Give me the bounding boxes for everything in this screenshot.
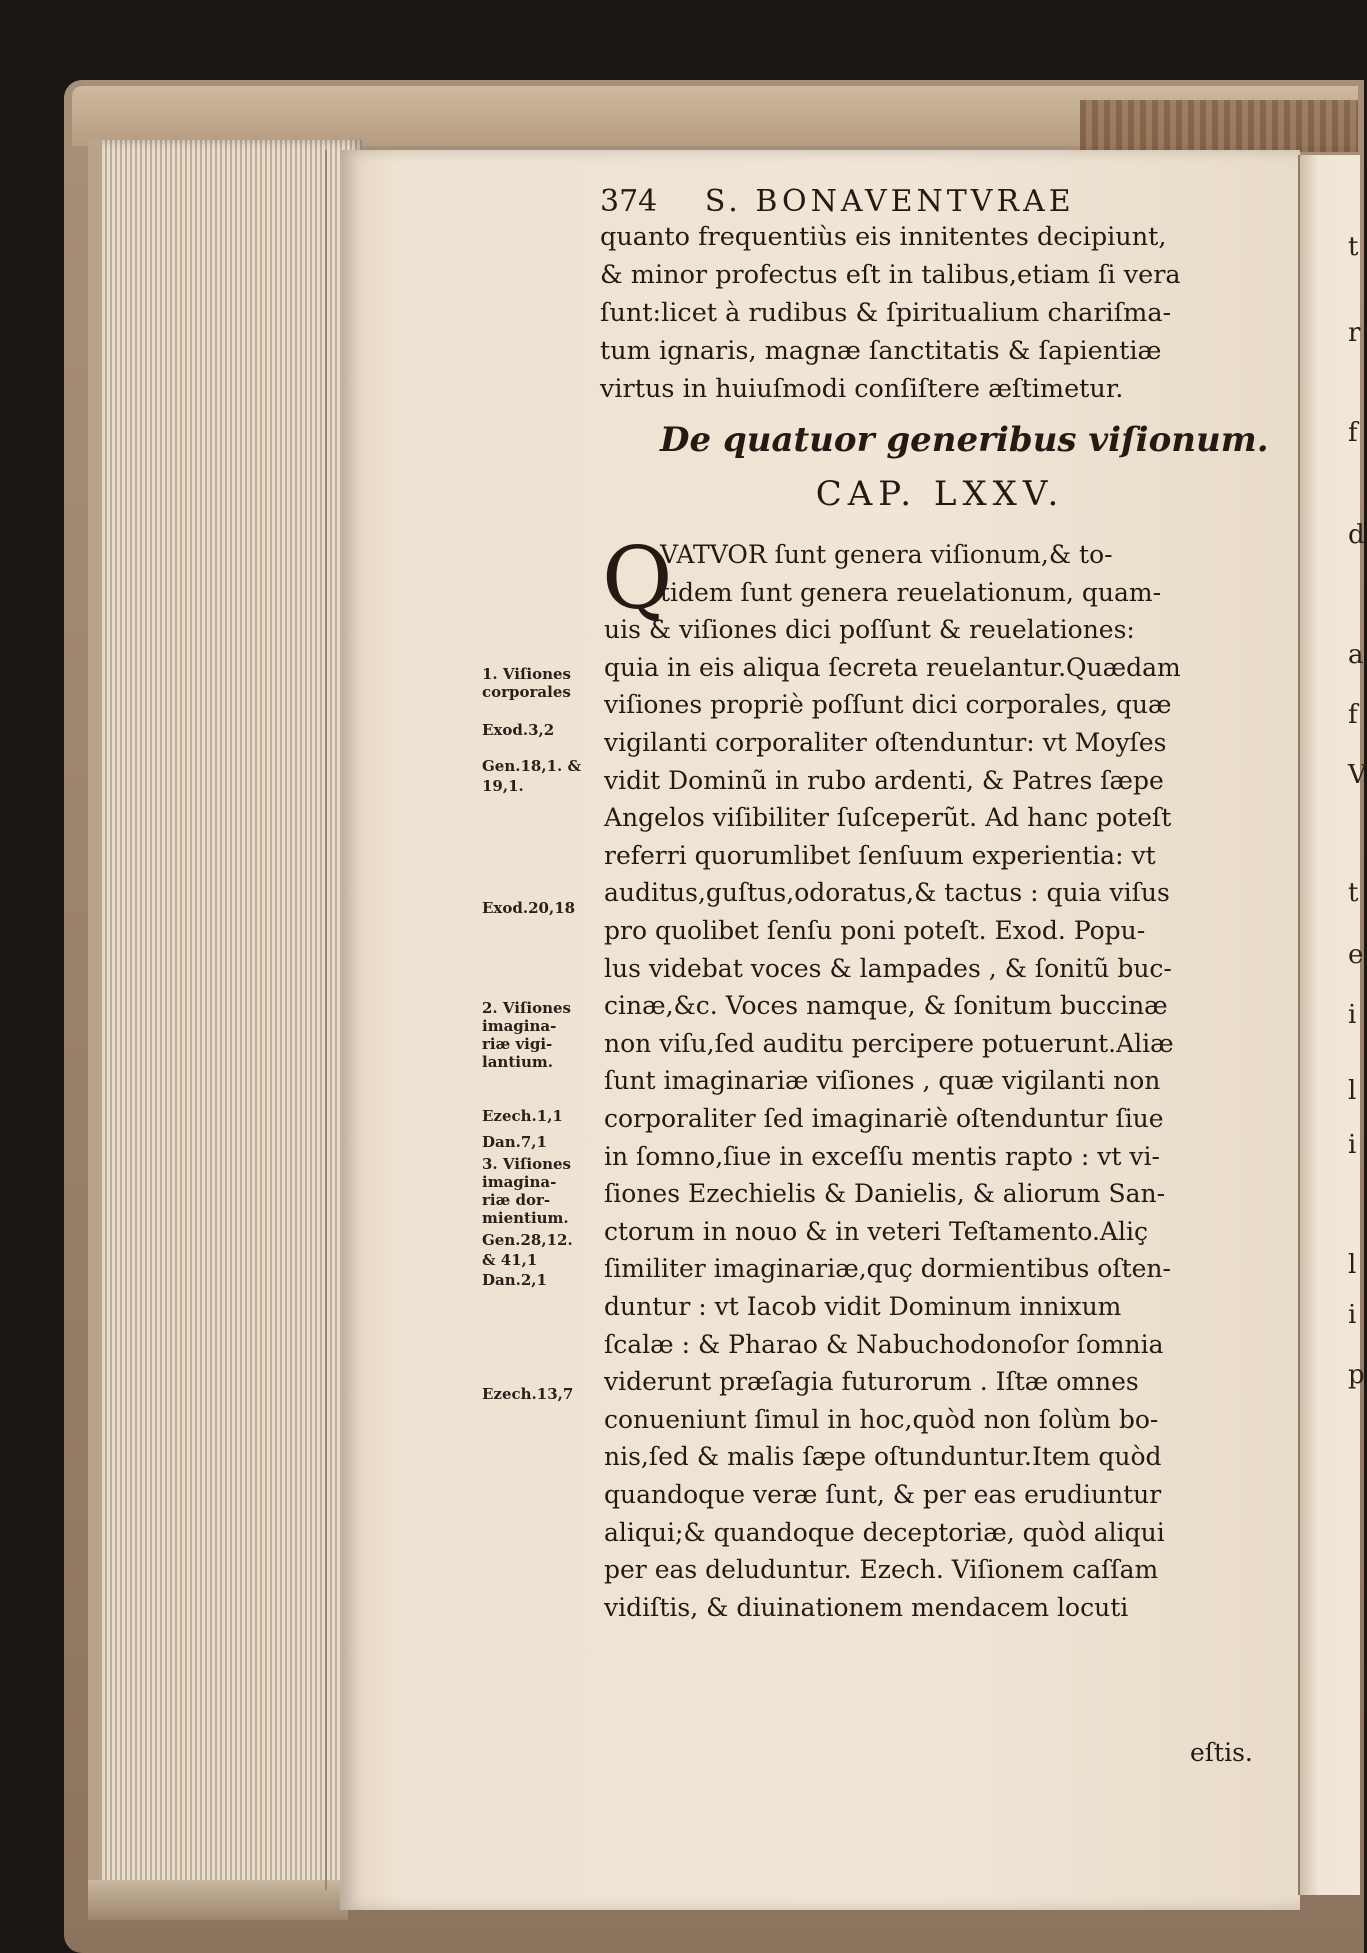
next-page-letter: i <box>1348 1300 1357 1330</box>
margin-note: 1. Viſiones <box>482 665 572 683</box>
margin-note: Ezech.1,1 <box>482 1107 563 1125</box>
catchword: eſtis. <box>1190 1738 1253 1767</box>
drop-cap: Q <box>602 529 673 629</box>
margin-note: Dan.7,1 <box>482 1133 547 1151</box>
next-page-letter: e <box>1348 940 1364 970</box>
running-title: S. BONAVENTVRAE <box>704 184 1075 219</box>
body-line: aliqui;& quandoque deceptoriæ, quòd aliqui <box>604 1517 1165 1547</box>
intro-line: tum ignaris, magnæ ſanctitatis & ſapientiæ <box>600 336 1162 366</box>
next-page-letter: d <box>1348 520 1365 550</box>
margin-note: 19,1. <box>482 777 524 795</box>
intro-line: virtus in huiuſmodi conſiſtere æſtimetur. <box>600 374 1124 404</box>
body-line: ſunt imaginariæ viſiones , quæ vigilanti non <box>604 1066 1161 1096</box>
margin-note: corporales <box>482 683 571 701</box>
margin-note: Gen.18,1. & <box>482 757 582 775</box>
margin-note: Exod.20,18 <box>482 899 576 917</box>
page-number: 374 <box>600 184 658 219</box>
body-line: ſiones Ezechielis & Danielis, & aliorum San- <box>604 1179 1166 1209</box>
next-page-letter: i <box>1348 1130 1357 1160</box>
margin-note: imagina- <box>482 1173 557 1191</box>
body-line: quandoque veræ ſunt, & per eas erudiuntur <box>604 1480 1162 1509</box>
body-line: non viſu,ſed auditu percipere potuerunt.Aliæ <box>604 1028 1174 1058</box>
body-line: ctorum in nouo & in veteri Teſtamento.Aliç <box>604 1216 1148 1246</box>
body-line: viſiones propriè poſſunt dici corporales, quæ <box>604 690 1172 720</box>
page-stack-bottom <box>88 1880 348 1920</box>
margin-note: lantium. <box>482 1053 553 1071</box>
body-line: vidit Dominũ in rubo ardenti, & Patres ſæpe <box>604 765 1164 795</box>
intro-line: quanto frequentiùs eis innitentes decipiunt, <box>600 222 1167 252</box>
body-line: vigilanti corporaliter oſtenduntur: vt Moyſes <box>604 728 1167 757</box>
body-line: auditus,guſtus,odoratus,& tactus : quia viſus <box>604 878 1170 908</box>
margin-note: imagina- <box>482 1017 557 1035</box>
body-line: ſcalæ : & Pharao & Nabuchodonoſor ſomnia <box>604 1329 1164 1359</box>
spine-band <box>1080 100 1358 152</box>
chapter-title: De quatuor generibus viſionum. <box>660 420 1269 460</box>
body-line: cinæ,&c. Voces namque, & ſonitum buccinæ <box>604 991 1168 1021</box>
margin-note: 2. Viſiones <box>482 999 572 1017</box>
body-line: duntur : vt Iacob vidit Dominum innixum <box>604 1292 1122 1321</box>
next-page-letter: l <box>1348 1076 1357 1106</box>
margin-note: Gen.28,12. <box>482 1231 573 1249</box>
body-line: tidem ſunt genera reuelationum, quam- <box>660 577 1162 607</box>
body-line: conueniunt ſimul in hoc,quòd non ſolùm bo- <box>604 1404 1159 1434</box>
body-line: per eas deluduntur. Ezech. Viſionem caſſam <box>604 1555 1159 1585</box>
body-line: VATVOR ſunt genera viſionum,& to- <box>660 540 1113 569</box>
gutter-line <box>325 150 327 1890</box>
body-line: ſimiliter imaginariæ,quç dormientibus oſten- <box>604 1254 1171 1284</box>
body-line: viderunt præſagia futurorum . Iſtæ omnes <box>604 1367 1139 1397</box>
body-line: pro quolibet ſenſu poni poteſt. Exod. Popu- <box>604 916 1146 945</box>
next-page-letter: t <box>1348 878 1359 908</box>
body-line: lus videbat voces & lampades , & ſonitũ buc- <box>604 953 1172 983</box>
chapter-number: CAP. LXXV. <box>815 474 1065 514</box>
intro-line: ſunt:licet à rudibus & ſpiritualium chariſma- <box>600 298 1172 328</box>
next-page-letter: a <box>1348 640 1364 670</box>
margin-note: Ezech.13,7 <box>482 1385 574 1403</box>
body-line: quia in eis aliqua ſecreta reuelantur.Quædam <box>604 652 1181 682</box>
margin-note: Dan.2,1 <box>482 1271 547 1289</box>
next-page-letter: l <box>1348 1250 1357 1280</box>
page-stack <box>88 140 362 1900</box>
body-line: vidiſtis, & diuinationem mendacem locuti <box>604 1592 1129 1622</box>
body-line: nis,ſed & malis ſæpe oſtunduntur.Item quòd <box>604 1442 1162 1472</box>
body-line: in ſomno,ſiue in exceſſu mentis rapto : vt vi- <box>604 1141 1160 1171</box>
next-page-letter: f <box>1348 418 1358 448</box>
body-line: uis & viſiones dici poſſunt & reuelationes: <box>604 615 1135 645</box>
margin-note: 3. Viſiones <box>482 1155 572 1173</box>
next-page-letter: f <box>1348 700 1358 730</box>
next-page-letter: t <box>1348 232 1359 262</box>
margin-note: Exod.3,2 <box>482 721 555 739</box>
next-page-letter: r <box>1348 318 1361 348</box>
next-page-letter: i <box>1348 1000 1357 1030</box>
body-line: referri quorumlibet ſenſuum experientia: vt <box>604 840 1156 870</box>
margin-note: & 41,1 <box>482 1251 538 1269</box>
next-page-letter: p <box>1348 1360 1365 1390</box>
intro-line: & minor profectus eſt in talibus,etiam ſi vera <box>600 260 1181 290</box>
margin-note: riæ vigi- <box>482 1035 553 1053</box>
next-page-letter: V <box>1348 760 1367 790</box>
margin-note: riæ dor- <box>482 1191 551 1209</box>
body-line: corporaliter ſed imaginariè oſtenduntur ſiue <box>604 1104 1164 1133</box>
body-line: Angelos viſibiliter ſuſceperũt. Ad hanc poteſt <box>604 803 1172 833</box>
margin-note: mientium. <box>482 1209 569 1227</box>
